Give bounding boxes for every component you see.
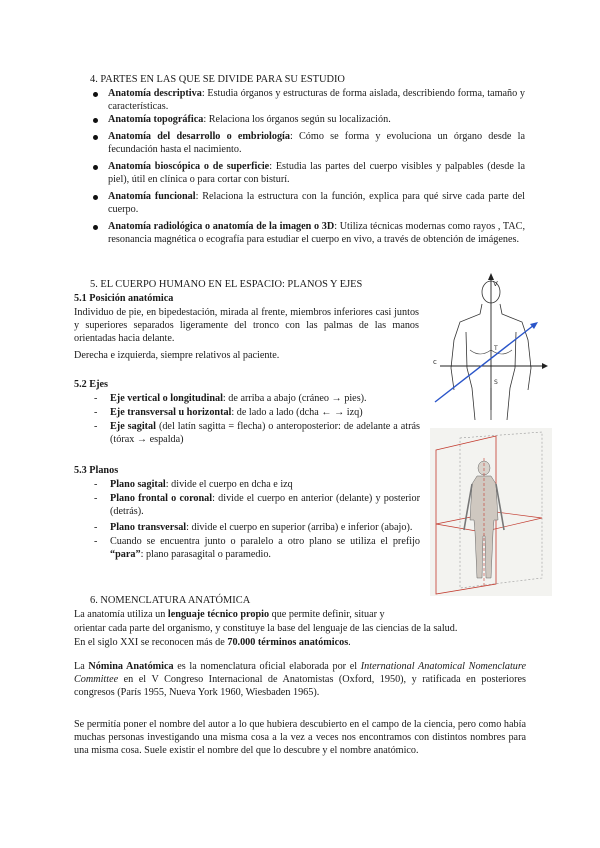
dash-icon: - [94,407,98,418]
dash-icon: - [94,522,98,533]
nomenclatura-line-1: La anatomía utiliza un lenguaje técnico propio que permite definir, situar y [74,609,385,620]
dash-icon: - [94,479,98,490]
list-item: Plano sagital: divide el cuerpo en dcha e izq [110,479,293,490]
bullet-icon [93,118,98,123]
label-t: T [494,345,498,352]
list-item: Cuando se encuentra junto o paralelo a otro plano se utiliza el prefijo “para”: plano parasagital o paramedio. [110,536,420,560]
nomenclatura-line-3: En el siglo XXI se reconocen más de 70.000 términos anatómicos. [74,637,351,648]
paragraph-derecha-izquierda: Derecha e izquierda, siempre relativos al paciente. [74,350,280,361]
bullet-icon [93,92,98,97]
list-item: Plano transversal: divide el cuerpo en superior (arriba) e inferior (abajo). [110,522,413,533]
list-item: Anatomía radiológica o anatomía de la imagen o 3D: Utiliza técnicas modernas como rayos , TAC, resonancia magnética o ecografía para estudiar el cuerpo en vivo, a través de obtención de imágenes. [108,221,525,245]
section-6-heading: 6. NOMENCLATURA ANATÓMICA [90,595,251,606]
axes-figure [430,270,552,422]
dash-icon: - [94,536,98,547]
list-item: Eje transversal u horizontal: de lado a lado (dcha ← → izq) [110,407,363,418]
list-item: Plano frontal o coronal: divide el cuerpo en anterior (delante) y posterior (detrás). [110,493,420,517]
subsection-5-2-heading: 5.2 Ejes [74,379,108,390]
dash-icon: - [94,393,98,404]
label-c: c [433,358,437,366]
bullet-icon [93,195,98,200]
list-item: Anatomía del desarrollo o embriología: Cómo se forma y evoluciona un órgano desde la fecundación hasta el nacimiento. [108,131,525,155]
nomenclatura-line-2: orientar cada parte del organismo, y constituye la base del lenguaje de las ciencias de la salud. [74,623,458,634]
list-item: Anatomía descriptiva: Estudia órganos y estructuras de forma aislada, describiendo forma, tamaño y características. [108,88,526,112]
subsection-5-3-heading: 5.3 Planos [74,465,119,476]
paragraph-posicion-anatomica: Individuo de pie, en bipedestación, mirada al frente, miembros inferiores casi juntos y superiores separados ligeramente del tronco con las palmas de las manos orientadas hacia delante. [74,307,419,344]
subsection-5-1-heading: 5.1 Posición anatómica [74,293,174,304]
list-item: Eje sagital (del latín sagitta = flecha) o anteroposterior: de adelante a atrás (tórax → espalda) [110,421,421,445]
paragraph-autor: Se permitía poner el nombre del autor a lo que hubiera descubierto en el campo de la ciencia, pero como había muchas personas investigando una misma cosa a la vez a veces nos encontramos con distintos nombres para una misma cosa. Suele existir el nombre del que lo descubre y el nombre anatómico. [74,719,526,756]
label-v: V [493,280,498,288]
section-5-heading: 5. EL CUERPO HUMANO EN EL ESPACIO: PLANOS Y EJES [90,279,363,290]
list-item: Anatomía bioscópica o de superficie: Estudia las partes del cuerpo visibles y palpables (desde la piel), útil en clínica o para cortar con bisturí. [108,161,525,185]
label-s: S [494,379,498,386]
list-item: Eje vertical o longitudinal: de arriba a abajo (cráneo → pies). [110,393,367,404]
bullet-icon [93,165,98,170]
dash-icon: - [94,493,98,504]
section-4-heading: 4. PARTES EN LAS QUE SE DIVIDE PARA SU ESTUDIO [90,74,345,85]
bullet-icon [93,135,98,140]
paragraph-nomina-anatomica: La Nómina Anatómica es la nomenclatura oficial elaborada por el International Anatomical Nomenclature Committee en el V Congreso Internacional de Anatomistas (Oxford, 1950), y ratificada en posteriores congresos (París 1955, Nueva York 1960, Wiesbaden 1965). [74,661,527,698]
list-item: Anatomía topográfica: Relaciona los órganos según su localización. [108,114,391,125]
list-item: Anatomía funcional: Relaciona la estructura con la función, explica para qué sirve cada parte del cuerpo. [108,191,525,215]
dash-icon: - [94,421,98,432]
planes-figure [430,428,552,596]
bullet-icon [93,225,98,230]
